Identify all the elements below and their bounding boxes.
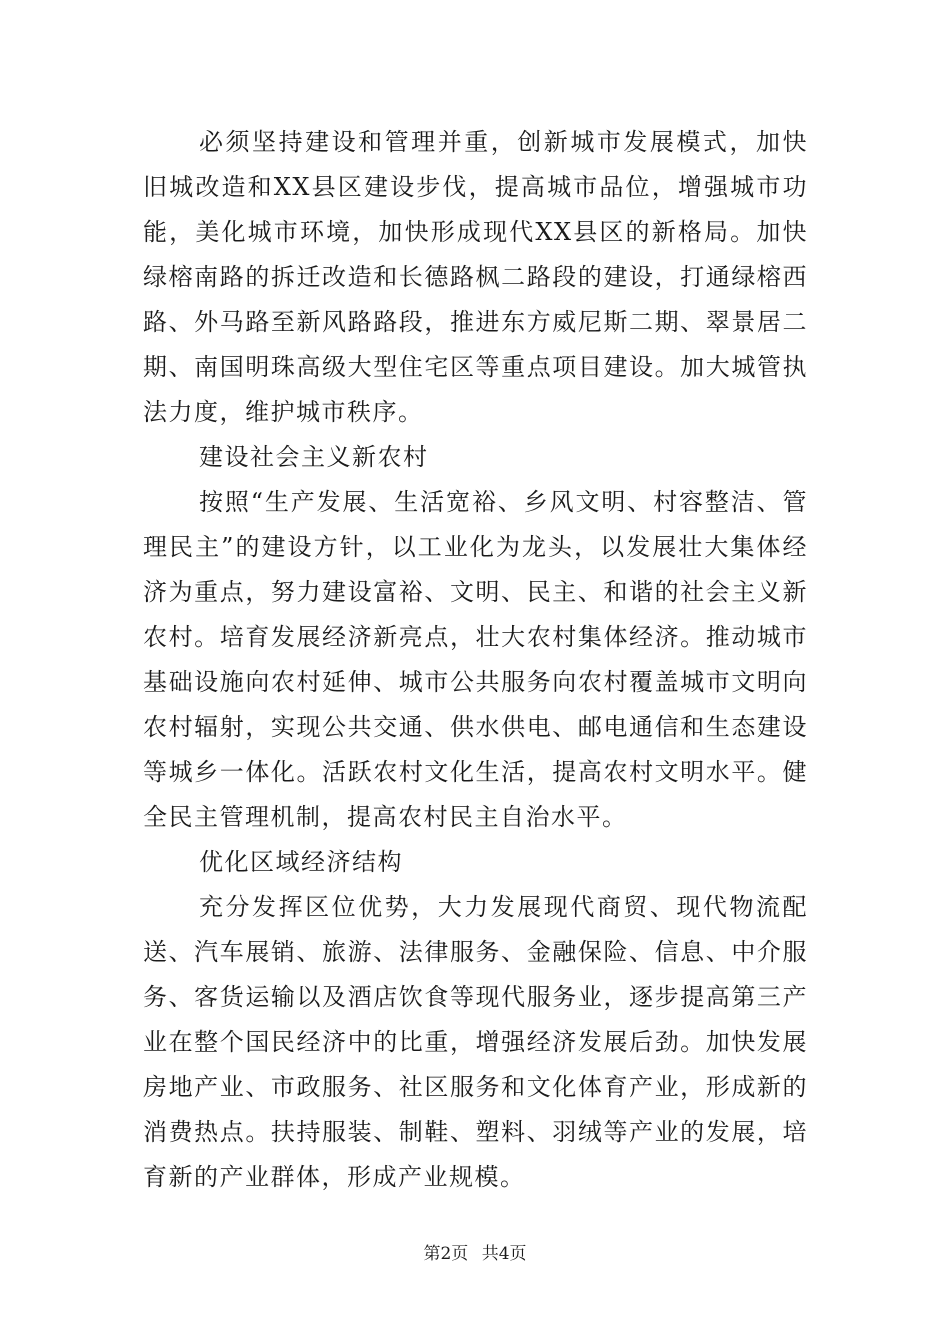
page-number: 第2页 <box>423 1244 469 1264</box>
paragraph-urban-construction: 必须坚持建设和管理并重，创新城市发展模式，加快旧城改造和XX县区建设步伐，提高城市品位，增强城市功能，美化城市环境，加快形成现代XX县区的新格局。加快绿榕南路的拆迁改造和长德路枫二路段的建设，打通绿榕西路、外马路至新风路路段，推进东方威尼斯二期、翠景居二期、南国明珠高级大型住宅区等重点项目建设。加大城管执法力度，维护城市秩序。 <box>143 128 808 426</box>
document-body <box>143 120 808 1200</box>
section-heading-new-countryside: 建设社会主义新农村 <box>199 443 429 471</box>
page-footer <box>0 1242 950 1266</box>
section-heading-economic-structure: 优化区域经济结构 <box>199 848 403 876</box>
page-total: 共4页 <box>481 1244 527 1264</box>
paragraph-economic-structure: 充分发挥区位优势，大力发展现代商贸、现代物流配送、汽车展销、旅游、法律服务、金融保险、信息、中介服务、客货运输以及酒店饮食等现代服务业，逐步提高第三产业在整个国民经济中的比重，增强经济发展后劲。加快发展房地产业、市政服务、社区服务和文化体育产业，形成新的消费热点。扶持服装、制鞋、塑料、羽绒等产业的发展，培育新的产业群体，形成产业规模。 <box>143 893 808 1191</box>
paragraph-new-countryside: 按照“生产发展、生活宽裕、乡风文明、村容整洁、管理民主”的建设方针，以工业化为龙头，以发展壮大集体经济为重点，努力建设富裕、文明、民主、和谐的社会主义新农村。培育发展经济新亮点，壮大农村集体经济。推动城市基础设施向农村延伸、城市公共服务向农村覆盖城市文明向农村辐射，实现公共交通、供水供电、邮电通信和生态建设等城乡一体化。活跃农村文化生活，提高农村文明水平。健全民主管理机制，提高农村民主自治水平。 <box>143 488 808 831</box>
